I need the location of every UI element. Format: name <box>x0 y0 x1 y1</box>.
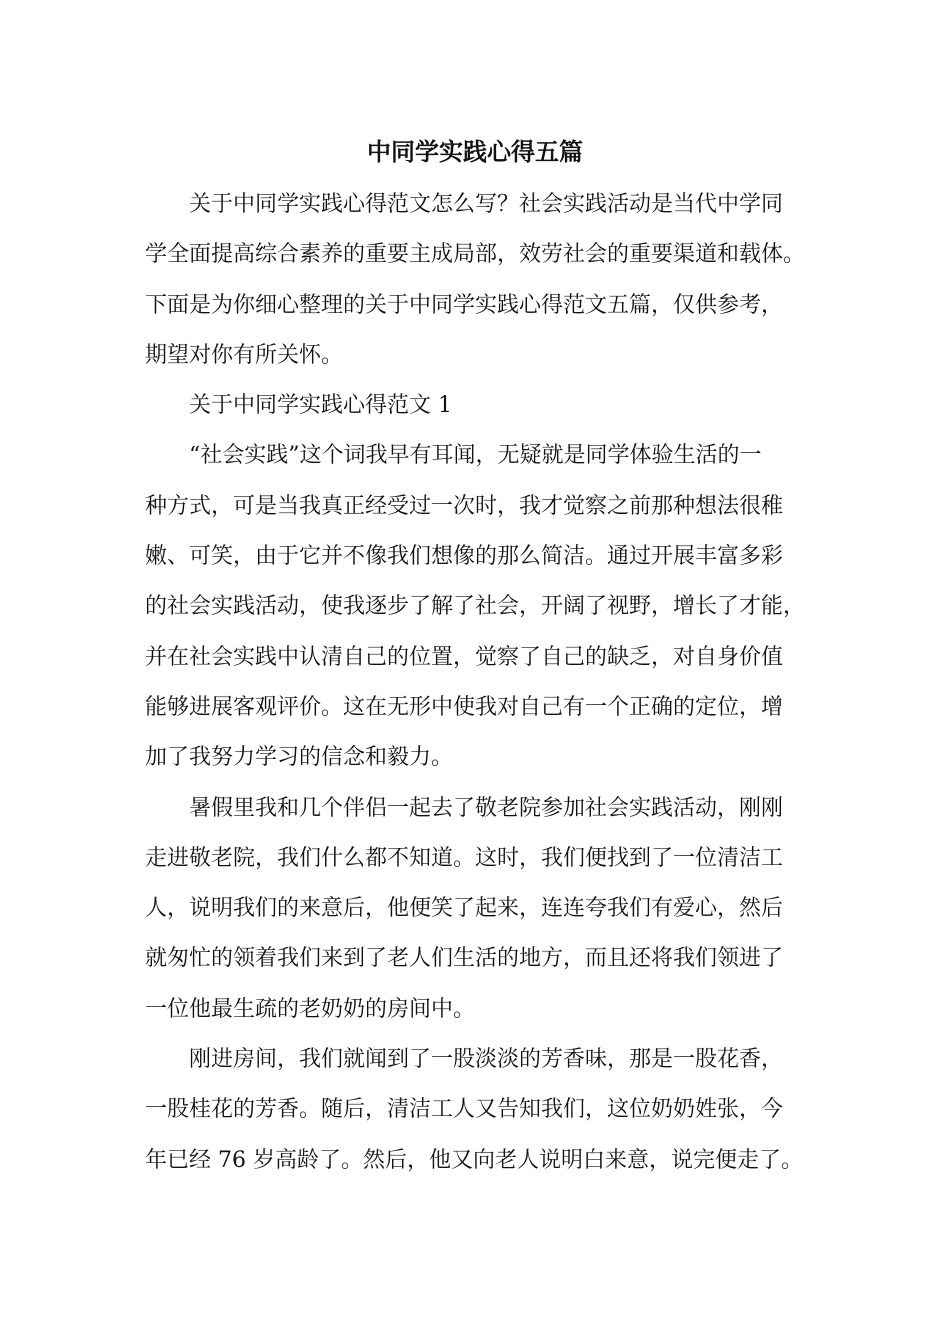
text-line: 能够进展客观评价。这在无形中使我对自己有一个正确的定位，增 <box>145 694 784 720</box>
paragraph-3 <box>145 1035 809 1186</box>
paragraph-1 <box>145 431 809 783</box>
text-line: 关于中同学实践心得范文 1 <box>189 393 452 419</box>
document-title: 中同学实践心得五篇 <box>367 137 583 166</box>
text-line: 走进敬老院，我们什么都不知道。这时，我们便找到了一位清洁工 <box>145 845 784 871</box>
text-line: 人，说明我们的来意后，他便笑了起来，连连夸我们有爱心，然后 <box>145 896 784 922</box>
text-line: 下面是为你细心整理的关于中同学实践心得范文五篇，仅供参考， <box>145 292 784 318</box>
paragraph-intro <box>145 180 809 381</box>
text-line: 种方式，可是当我真正经受过一次时，我才觉察之前那种想法很稚 <box>145 493 784 519</box>
text-line: 就匆忙的领着我们来到了老人们生活的地方，而且还将我们领进了 <box>145 946 784 972</box>
text-line: 学全面提高综合素养的重要主成局部，效劳社会的重要渠道和载体。 <box>145 242 806 268</box>
text-line: 嫩、可笑，由于它并不像我们想像的那么简洁。通过开展丰富多彩 <box>145 544 784 570</box>
text-line: 并在社会实践中认清自己的位置，觉察了自己的缺乏，对自身价值 <box>145 644 784 670</box>
text-line: 刚进房间，我们就闻到了一股淡淡的芳香味，那是一股花香， <box>189 1047 784 1073</box>
text-line: 加了我努力学习的信念和毅力。 <box>145 745 454 771</box>
text-line: “社会实践”这个词我早有耳闻，无疑就是同学体验生活的一 <box>189 443 762 469</box>
document-body <box>145 180 809 1186</box>
paragraph-2 <box>145 784 809 1035</box>
text-line: 关于中同学实践心得范文怎么写？社会实践活动是当代中学同 <box>189 192 784 217</box>
text-line: 一位他最生疏的老奶奶的房间中。 <box>145 996 476 1022</box>
text-line: 暑假里我和几个伴侣一起去了敬老院参加社会实践活动，刚刚 <box>189 795 784 821</box>
text-line: 期望对你有所关怀。 <box>145 342 344 368</box>
text-line: 的社会实践活动，使我逐步了解了社会，开阔了视野，增长了才能， <box>145 594 806 620</box>
text-line: 年已经 76 岁高龄了。然后，他又向老人说明白来意，说完便走了。 <box>145 1147 803 1173</box>
text-line: 一股桂花的芳香。随后，清洁工人又告知我们，这位奶奶姓张，今 <box>145 1097 784 1123</box>
section-heading <box>145 381 809 431</box>
